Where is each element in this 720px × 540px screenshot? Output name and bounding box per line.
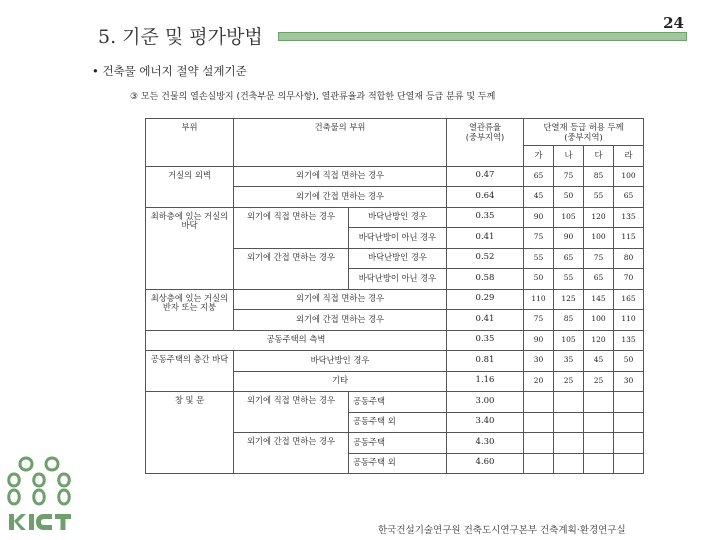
sub-indirect: 외기에 간접 면하는 경우 xyxy=(234,187,447,208)
footer-org: 한국건설기술연구원 건축도시연구본부 건축계획·환경연구실 xyxy=(378,525,626,536)
grade-value: 55 xyxy=(524,248,554,269)
grade-empty xyxy=(584,392,614,413)
u-value: 0.64 xyxy=(447,187,524,208)
grade-value: 105 xyxy=(554,207,584,228)
grade-ga: 가 xyxy=(524,146,554,167)
grade-empty xyxy=(584,433,614,454)
grade-empty xyxy=(554,453,584,474)
insulation-table xyxy=(145,118,644,474)
grade-value: 50 xyxy=(524,269,554,290)
sub-indirect-short: 외기에 간접 면하는 경우 xyxy=(234,248,349,289)
part-wall: 거실의 외벽 xyxy=(146,166,234,207)
u-value: 0.41 xyxy=(447,310,524,331)
grade-empty xyxy=(614,453,644,474)
grade-value: 135 xyxy=(614,207,644,228)
grade-value: 75 xyxy=(524,228,554,249)
sub-floor-heating: 바닥난방인 경우 xyxy=(349,207,447,228)
grade-na: 나 xyxy=(554,146,584,167)
header-thickness: 단열재 등급 허용 두께 (중부지역) xyxy=(524,119,644,146)
part-roof: 최상층에 있는 거실의 반자 또는 지붕 xyxy=(146,289,234,330)
u-value: 4.30 xyxy=(447,433,524,454)
u-value: 0.35 xyxy=(447,330,524,351)
grade-empty xyxy=(554,433,584,454)
sub-apartment: 공동주택 xyxy=(349,392,447,413)
grade-value: 110 xyxy=(614,310,644,331)
u-value: 0.52 xyxy=(447,248,524,269)
grade-value: 25 xyxy=(584,371,614,392)
grade-empty xyxy=(524,453,554,474)
grade-value: 80 xyxy=(614,248,644,269)
grade-value: 145 xyxy=(584,289,614,310)
u-value: 0.47 xyxy=(447,166,524,187)
u-value: 0.35 xyxy=(447,207,524,228)
grade-value: 55 xyxy=(554,269,584,290)
grade-value: 75 xyxy=(524,310,554,331)
grade-value: 30 xyxy=(614,371,644,392)
grade-empty xyxy=(524,392,554,413)
sub-non-apartment: 공동주택 외 xyxy=(349,412,447,433)
grade-value: 135 xyxy=(614,330,644,351)
grade-empty xyxy=(584,412,614,433)
grade-empty xyxy=(614,433,644,454)
grade-value: 75 xyxy=(554,166,584,187)
u-value: 1.16 xyxy=(447,371,524,392)
grade-value: 110 xyxy=(524,289,554,310)
grade-value: 55 xyxy=(584,187,614,208)
sub-direct: 외기에 직접 면하는 경우 xyxy=(234,289,447,310)
grade-empty xyxy=(524,412,554,433)
header-part: 부위 xyxy=(146,119,234,167)
grade-value: 35 xyxy=(554,351,584,372)
grade-value: 100 xyxy=(614,166,644,187)
grade-value: 50 xyxy=(614,351,644,372)
grade-value: 65 xyxy=(524,166,554,187)
grade-empty xyxy=(524,433,554,454)
sub-other: 기타 xyxy=(234,371,447,392)
grade-value: 90 xyxy=(554,228,584,249)
u-value: 3.40 xyxy=(447,412,524,433)
sub-non-apartment: 공동주택 외 xyxy=(349,453,447,474)
grade-value: 65 xyxy=(554,248,584,269)
sub-floor-heating: 바닥난방인 경우 xyxy=(234,351,447,372)
grade-value: 45 xyxy=(584,351,614,372)
part-floor-between: 공동주택의 층간 바닥 xyxy=(146,351,234,392)
grade-value: 45 xyxy=(524,187,554,208)
grade-empty xyxy=(554,412,584,433)
grade-value: 120 xyxy=(584,330,614,351)
sub-direct-short: 외기에 직접 면하는 경우 xyxy=(234,207,349,248)
grade-value: 75 xyxy=(584,248,614,269)
page-number: 24 xyxy=(663,14,684,32)
grade-value: 70 xyxy=(614,269,644,290)
sub-indirect-short: 외기에 간접 면하는 경우 xyxy=(234,433,349,474)
grade-value: 120 xyxy=(584,207,614,228)
grade-value: 20 xyxy=(524,371,554,392)
grade-value: 85 xyxy=(584,166,614,187)
title-rule xyxy=(278,32,687,41)
grade-value: 100 xyxy=(584,310,614,331)
sub-apartment-sidewall: 공동주택의 측벽 xyxy=(146,330,447,351)
grade-value: 125 xyxy=(554,289,584,310)
part-window: 창 및 문 xyxy=(146,392,234,474)
grade-empty xyxy=(614,412,644,433)
grade-value: 50 xyxy=(554,187,584,208)
page-title: 5. 기준 및 평가방법 xyxy=(98,26,263,48)
grade-empty xyxy=(554,392,584,413)
u-value: 4.60 xyxy=(447,453,524,474)
u-value: 0.41 xyxy=(447,228,524,249)
part-floor: 최하층에 있는 거실의 바닥 xyxy=(146,207,234,289)
grade-value: 100 xyxy=(584,228,614,249)
sub-non-floor-heating: 바닥난방이 아닌 경우 xyxy=(349,228,447,249)
sub-indirect: 외기에 간접 면하는 경우 xyxy=(234,310,447,331)
grade-value: 90 xyxy=(524,330,554,351)
u-value: 3.00 xyxy=(447,392,524,413)
grade-da: 다 xyxy=(584,146,614,167)
sub-non-floor-heating: 바닥난방이 아닌 경우 xyxy=(349,269,447,290)
grade-value: 65 xyxy=(584,269,614,290)
grade-value: 165 xyxy=(614,289,644,310)
grade-value: 90 xyxy=(524,207,554,228)
u-value: 0.29 xyxy=(447,289,524,310)
subsection-heading: ③ 모든 건물의 열손실방지 (건축부문 의무사항), 열관류율과 적합한 단열재 등급 분류 및 두께 xyxy=(130,92,496,102)
sub-direct: 외기에 직접 면하는 경우 xyxy=(234,166,447,187)
grade-value: 85 xyxy=(554,310,584,331)
u-value: 0.81 xyxy=(447,351,524,372)
grade-value: 30 xyxy=(524,351,554,372)
grade-value: 25 xyxy=(554,371,584,392)
sub-apartment: 공동주택 xyxy=(349,433,447,454)
grade-ra: 라 xyxy=(614,146,644,167)
section-bullet: • 건축물 에너지 절약 설계기준 xyxy=(92,64,247,78)
u-value: 0.58 xyxy=(447,269,524,290)
header-u-value: 열관류율 (중부지역) xyxy=(447,119,524,167)
grade-value: 115 xyxy=(614,228,644,249)
grade-empty xyxy=(614,392,644,413)
grade-value: 65 xyxy=(614,187,644,208)
sub-floor-heating: 바닥난방인 경우 xyxy=(349,248,447,269)
kict-logo xyxy=(6,452,72,532)
grade-empty xyxy=(584,453,614,474)
header-building-part: 건축물의 부위 xyxy=(234,119,447,167)
grade-value: 105 xyxy=(554,330,584,351)
sub-direct-short: 외기에 직접 면하는 경우 xyxy=(234,392,349,433)
